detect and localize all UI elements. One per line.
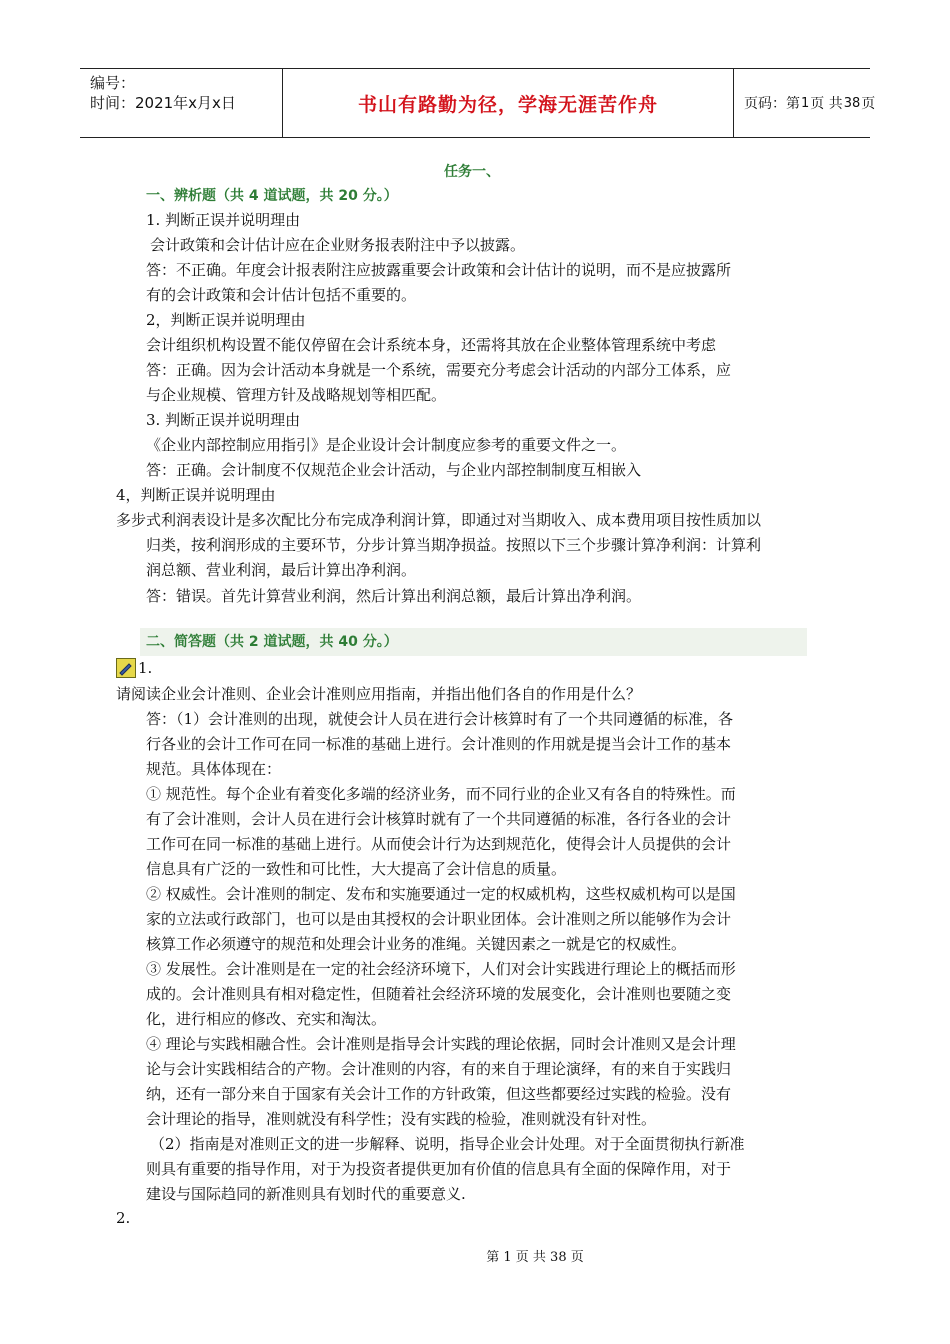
- text-line: 归类，按利润形成的主要环节，分步计算当期净损益。按照以下三个步骤计算净利润：计算利: [146, 536, 762, 554]
- text-line: 有的会计政策和会计估计包括不重要的。: [146, 286, 417, 304]
- text-line: 4，判断正误并说明理由: [116, 486, 276, 504]
- text-line: ③ 发展性。会计准则是在一定的社会经济环境下，人们对会计实践进行理论上的概括而形: [146, 960, 736, 978]
- page-indicator: [734, 69, 876, 137]
- section-heading-2: 二、简答题（共 2 道试题，共 40 分。）: [146, 634, 398, 650]
- text-line: 多步式利润表设计是多次配比分布完成净利润计算，即通过对当期收入、成本费用项目按性质加以: [116, 511, 762, 529]
- task-title: 任务一、: [444, 164, 500, 180]
- text-line: ② 权威性。会计准则的制定、发布和实施要通过一定的权威机构，这些权威机构可以是国: [146, 885, 736, 903]
- text-line: 信息具有广泛的一致性和可比性，大大提高了会计信息的质量。: [146, 860, 567, 878]
- text-line: 答：（1）会计准则的出现，就使会计人员在进行会计核算时有了一个共同遵循的标准，各: [146, 710, 734, 728]
- header-left-cell: [80, 69, 282, 137]
- text-line: 家的立法或行政部门，也可以是由其授权的会计职业团体。会计准则之所以能够作为会计: [146, 910, 732, 928]
- pencil-icon: [117, 659, 135, 677]
- text-line: 建设与国际趋同的新准则具有划时代的重要意义.: [146, 1185, 466, 1203]
- text-line: ① 规范性。每个企业有着变化多端的经济业务，而不同行业的企业又有各自的特殊性。而: [146, 785, 736, 803]
- page-prefix: 页码：第: [744, 96, 800, 112]
- page-current: 1: [801, 95, 810, 111]
- document-header: [80, 68, 876, 138]
- text-line: 化，进行相应的修改、充实和淘汰。: [146, 1010, 387, 1028]
- time-label: 时间：2021年x月x日: [90, 94, 236, 112]
- text-line: 工作可在同一标准的基础上进行。从而使会计行为达到规范化，使得会计人员提供的会计: [146, 835, 732, 853]
- text-line: 会计组织机构设置不能仅停留在会计系统本身，还需将其放在企业整体管理系统中考虑: [146, 336, 717, 354]
- text-line: 行各业的会计工作可在同一标准的基础上进行。会计准则的作用就是提当会计工作的基本: [146, 735, 732, 753]
- text-line: 答：正确。会计制度不仅规范企业会计活动，与企业内部控制制度互相嵌入: [146, 461, 642, 479]
- text-line: ④ 理论与实践相融合性。会计准则是指导会计实践的理论依据，同时会计准则又是会计理: [146, 1035, 736, 1053]
- text-line: 答：错误。首先计算营业利润，然后计算出利润总额，最后计算出净利润。: [146, 587, 642, 605]
- text-line: 核算工作必须遵守的规范和处理会计业务的准绳。关键因素之一就是它的权威性。: [146, 935, 687, 953]
- text-line: 润总额、营业利润，最后计算出净利润。: [146, 561, 417, 579]
- page-mid: 页 共: [810, 96, 843, 112]
- text-line: 答：正确。因为会计活动本身就是一个系统，需要充分考虑会计活动的内部分工体系，应: [146, 361, 732, 379]
- page-footer: 第 1 页 共 38 页: [486, 1250, 584, 1265]
- text-line: 会计理论的指导，准则就没有科学性；没有实践的检验，准则就没有针对性。: [146, 1110, 657, 1128]
- section-heading-1: 一、辨析题（共 4 道试题，共 20 分。）: [146, 188, 398, 204]
- attachment-icon[interactable]: [116, 658, 136, 678]
- question-1-number: 1.: [138, 659, 153, 677]
- page-suffix: 页: [861, 96, 876, 112]
- text-line: 纳，还有一部分来自于国家有关会计工作的方针政策，但这些都要经过实践的检验。没有: [146, 1085, 732, 1103]
- text-line: 成的。会计准则具有相对稳定性，但随着社会经济环境的发展变化，会计准则也要随之变: [146, 985, 732, 1003]
- text-line: 1. 判断正误并说明理由: [146, 211, 301, 229]
- text-line: 规范。具体体现在：: [146, 760, 282, 778]
- text-line: 论与会计实践相结合的产物。会计准则的内容，有的来自于理论演绎，有的来自于实践归: [146, 1060, 732, 1078]
- text-line: 与企业规模、管理方针及战略规划等相匹配。: [146, 386, 447, 404]
- motto: 书山有路勤为径，学海无涯苦作舟: [282, 69, 734, 137]
- text-line: 《企业内部控制应用指引》是企业设计会计制度应参考的重要文件之一。: [146, 436, 627, 454]
- text-line: 有了会计准则，会计人员在进行会计核算时就有了一个共同遵循的标准，各行各业的会计: [146, 810, 732, 828]
- text-line: 3. 判断正误并说明理由: [146, 411, 301, 429]
- text-line: （2）指南是对准则正文的进一步解释、说明，指导企业会计处理。对于全面贯彻执行新准: [150, 1135, 745, 1153]
- text-line: 2，判断正误并说明理由: [146, 311, 306, 329]
- text-line: 则具有重要的指导作用，对于为投资者提供更加有价值的信息具有全面的保障作用，对于: [146, 1160, 732, 1178]
- number-label: 编号：: [90, 74, 136, 92]
- question-2-number: 2.: [116, 1209, 131, 1227]
- page-total: 38: [843, 95, 861, 111]
- text-line: 会计政策和会计估计应在企业财务报表附注中予以披露。: [150, 236, 526, 254]
- text-line: 答：不正确。年度会计报表附注应披露重要会计政策和会计估计的说明，而不是应披露所: [146, 261, 732, 279]
- text-line: 请阅读企业会计准则、企业会计准则应用指南，并指出他们各自的作用是什么？: [116, 685, 642, 703]
